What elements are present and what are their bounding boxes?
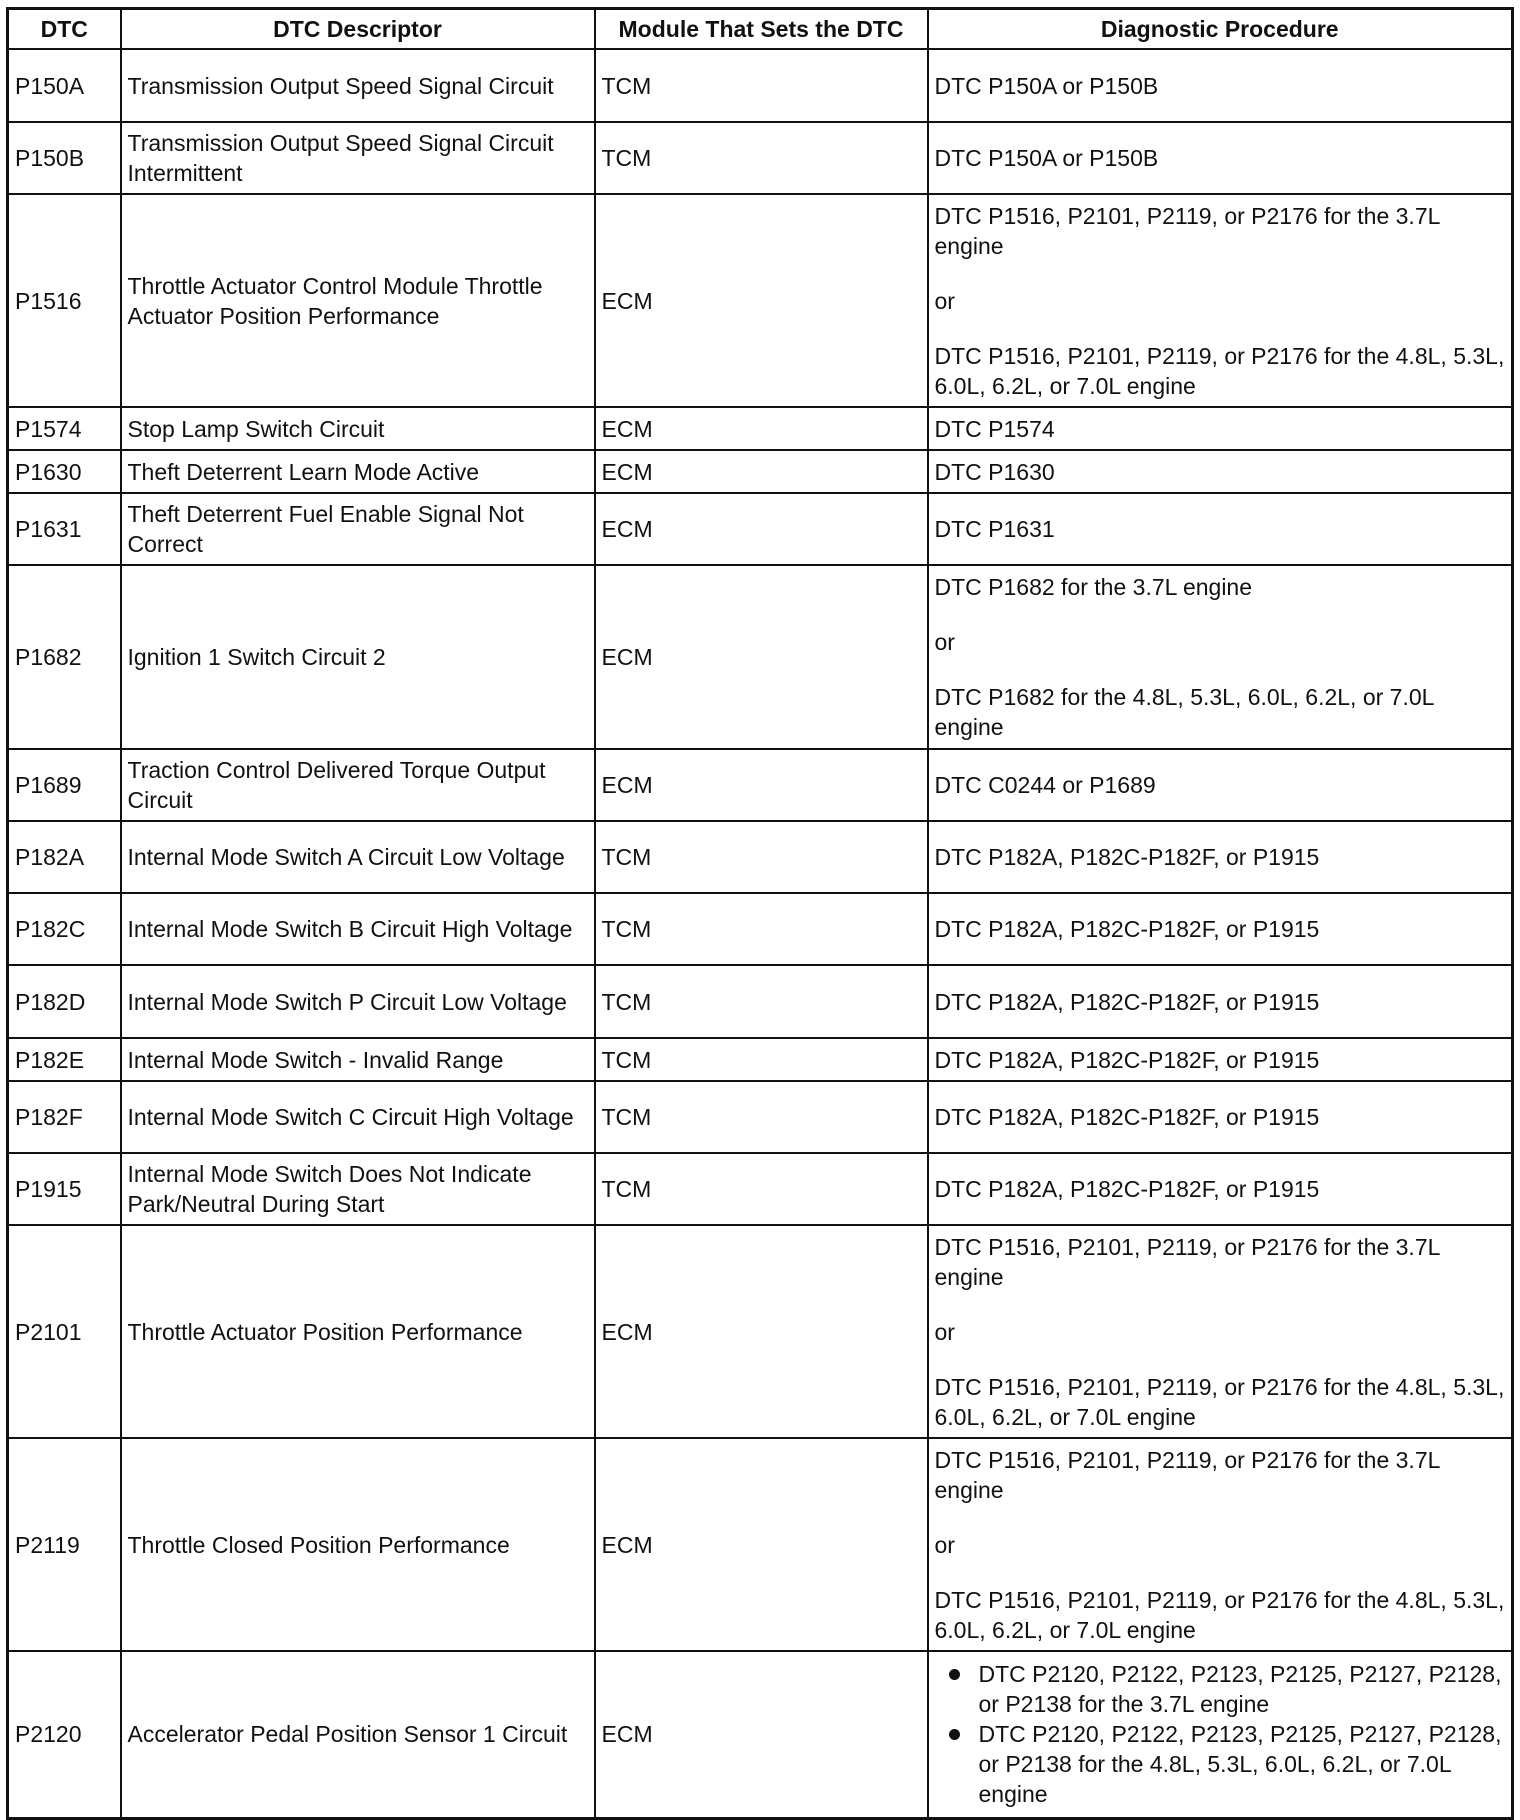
dtc-code: P1689 <box>8 749 121 821</box>
table-row <box>8 965 1513 1038</box>
dtc-module: ECM <box>595 407 928 450</box>
dtc-code: P2119 <box>8 1438 121 1651</box>
diagnostic-procedure <box>928 749 1513 821</box>
procedure-text: DTC P1516, P2101, P2119, or P2176 for the 4.8L, 5.3L, 6.0L, 6.2L, or 7.0L engine <box>934 1586 1505 1643</box>
table-row <box>8 194 1513 407</box>
diagnostic-procedure <box>928 1225 1513 1438</box>
diagnostic-procedure <box>928 493 1513 565</box>
header-module: Module That Sets the DTC <box>595 9 928 50</box>
dtc-code: P1682 <box>8 565 121 749</box>
procedure-text: DTC P182A, P182C-P182F, or P1915 <box>934 844 1320 870</box>
dtc-code: P1631 <box>8 493 121 565</box>
table-row <box>8 1651 1513 1818</box>
procedure-bullet: DTC P2120, P2122, P2123, P2125, P2127, P2128, or P2138 for the 4.8L, 5.3L, 6.0L, 6.2L, or 7.0L engine <box>979 1719 1506 1809</box>
dtc-code: P182E <box>8 1038 121 1081</box>
dtc-module: ECM <box>595 1438 928 1651</box>
dtc-descriptor: Transmission Output Speed Signal Circuit <box>121 49 595 122</box>
dtc-table <box>6 7 1514 1820</box>
table-row <box>8 821 1513 893</box>
dtc-module: ECM <box>595 1651 928 1818</box>
dtc-module: ECM <box>595 565 928 749</box>
dtc-code: P150B <box>8 122 121 194</box>
procedure-text: or <box>934 1318 955 1345</box>
procedure-text: DTC P182A, P182C-P182F, or P1915 <box>934 1176 1320 1202</box>
dtc-code: P182A <box>8 821 121 893</box>
diagnostic-procedure <box>928 1081 1513 1153</box>
diagnostic-procedure <box>928 565 1513 749</box>
procedure-text: DTC P1516, P2101, P2119, or P2176 for the 3.7L engine <box>934 1446 1440 1503</box>
procedure-text: DTC P1630 <box>934 458 1055 485</box>
dtc-descriptor: Throttle Closed Position Performance <box>121 1438 595 1651</box>
dtc-module: ECM <box>595 1225 928 1438</box>
procedure-text: DTC P1631 <box>934 516 1055 542</box>
procedure-text: DTC P1516, P2101, P2119, or P2176 for the 4.8L, 5.3L, 6.0L, 6.2L, or 7.0L engine <box>934 1373 1505 1430</box>
procedure-text: DTC P182A, P182C-P182F, or P1915 <box>934 1046 1320 1073</box>
dtc-descriptor: Internal Mode Switch C Circuit High Voltage <box>121 1081 595 1153</box>
diagnostic-procedure <box>928 122 1513 194</box>
table-row <box>8 493 1513 565</box>
dtc-code: P1574 <box>8 407 121 450</box>
procedure-text: DTC P1682 for the 3.7L engine <box>934 574 1253 600</box>
dtc-descriptor: Ignition 1 Switch Circuit 2 <box>121 565 595 749</box>
procedure-bullet: DTC P2120, P2122, P2123, P2125, P2127, P2128, or P2138 for the 3.7L engine <box>979 1659 1506 1719</box>
dtc-descriptor: Internal Mode Switch - Invalid Range <box>121 1038 595 1081</box>
procedure-text: DTC P1516, P2101, P2119, or P2176 for the 3.7L engine <box>934 202 1440 259</box>
dtc-code: P1630 <box>8 450 121 493</box>
header-dtc: DTC <box>8 9 121 50</box>
dtc-code: P1915 <box>8 1153 121 1225</box>
dtc-module: TCM <box>595 893 928 965</box>
dtc-code: P150A <box>8 49 121 122</box>
diagnostic-procedure <box>928 49 1513 122</box>
procedure-text: or <box>934 287 955 314</box>
table-row <box>8 407 1513 450</box>
table-row <box>8 49 1513 122</box>
table-row <box>8 1153 1513 1225</box>
diagnostic-procedure <box>928 194 1513 407</box>
procedure-text: or <box>934 629 955 655</box>
dtc-module: TCM <box>595 1153 928 1225</box>
diagnostic-procedure <box>928 1651 1513 1818</box>
dtc-module: TCM <box>595 821 928 893</box>
diagnostic-procedure <box>928 893 1513 965</box>
table-row <box>8 893 1513 965</box>
dtc-descriptor: Accelerator Pedal Position Sensor 1 Circuit <box>121 1651 595 1818</box>
dtc-code: P1516 <box>8 194 121 407</box>
dtc-module: ECM <box>595 493 928 565</box>
procedure-text: DTC C0244 or P1689 <box>934 772 1156 798</box>
table-row <box>8 565 1513 749</box>
dtc-descriptor: Internal Mode Switch Does Not Indicate Park/Neutral During Start <box>121 1153 595 1225</box>
header-procedure: Diagnostic Procedure <box>928 9 1513 50</box>
diagnostic-procedure <box>928 965 1513 1038</box>
procedure-text: DTC P150A or P150B <box>934 145 1159 171</box>
table-row <box>8 1081 1513 1153</box>
procedure-text: DTC P1516, P2101, P2119, or P2176 for the 4.8L, 5.3L, 6.0L, 6.2L, or 7.0L engine <box>934 342 1505 399</box>
dtc-descriptor: Internal Mode Switch A Circuit Low Voltage <box>121 821 595 893</box>
procedure-text: DTC P1574 <box>934 415 1055 442</box>
procedure-text: DTC P150A or P150B <box>934 72 1159 99</box>
dtc-descriptor: Throttle Actuator Control Module Throttle Actuator Position Performance <box>121 194 595 407</box>
header-row <box>8 9 1513 50</box>
table-row <box>8 749 1513 821</box>
dtc-module: TCM <box>595 965 928 1038</box>
dtc-code: P2120 <box>8 1651 121 1818</box>
diagnostic-procedure <box>928 1153 1513 1225</box>
table-row <box>8 1225 1513 1438</box>
diagnostic-procedure <box>928 407 1513 450</box>
dtc-module: TCM <box>595 1081 928 1153</box>
diagnostic-procedure <box>928 450 1513 493</box>
dtc-descriptor: Throttle Actuator Position Performance <box>121 1225 595 1438</box>
dtc-module: ECM <box>595 194 928 407</box>
diagnostic-procedure <box>928 821 1513 893</box>
dtc-code: P182C <box>8 893 121 965</box>
dtc-descriptor: Internal Mode Switch B Circuit High Voltage <box>121 893 595 965</box>
dtc-descriptor: Transmission Output Speed Signal Circuit Intermittent <box>121 122 595 194</box>
procedure-list <box>935 1659 1506 1809</box>
dtc-descriptor: Theft Deterrent Learn Mode Active <box>121 450 595 493</box>
dtc-code: P2101 <box>8 1225 121 1438</box>
header-descriptor: DTC Descriptor <box>121 9 595 50</box>
dtc-descriptor: Traction Control Delivered Torque Output Circuit <box>121 749 595 821</box>
table-row <box>8 1038 1513 1081</box>
table-row <box>8 122 1513 194</box>
procedure-text: DTC P182A, P182C-P182F, or P1915 <box>934 916 1320 942</box>
diagnostic-procedure <box>928 1438 1513 1651</box>
dtc-code: P182D <box>8 965 121 1038</box>
dtc-module: TCM <box>595 49 928 122</box>
dtc-descriptor: Theft Deterrent Fuel Enable Signal Not Correct <box>121 493 595 565</box>
dtc-descriptor: Stop Lamp Switch Circuit <box>121 407 595 450</box>
dtc-descriptor: Internal Mode Switch P Circuit Low Voltage <box>121 965 595 1038</box>
table-row <box>8 450 1513 493</box>
procedure-text: DTC P182A, P182C-P182F, or P1915 <box>934 988 1320 1015</box>
dtc-module: ECM <box>595 749 928 821</box>
diagnostic-procedure <box>928 1038 1513 1081</box>
dtc-code: P182F <box>8 1081 121 1153</box>
procedure-text: DTC P1516, P2101, P2119, or P2176 for the 3.7L engine <box>934 1233 1440 1290</box>
dtc-module: TCM <box>595 122 928 194</box>
dtc-module: TCM <box>595 1038 928 1081</box>
procedure-text: DTC P1682 for the 4.8L, 5.3L, 6.0L, 6.2L, or 7.0L engine <box>934 684 1434 740</box>
procedure-text: or <box>934 1531 955 1558</box>
dtc-module: ECM <box>595 450 928 493</box>
procedure-text: DTC P182A, P182C-P182F, or P1915 <box>934 1104 1320 1130</box>
table-row <box>8 1438 1513 1651</box>
